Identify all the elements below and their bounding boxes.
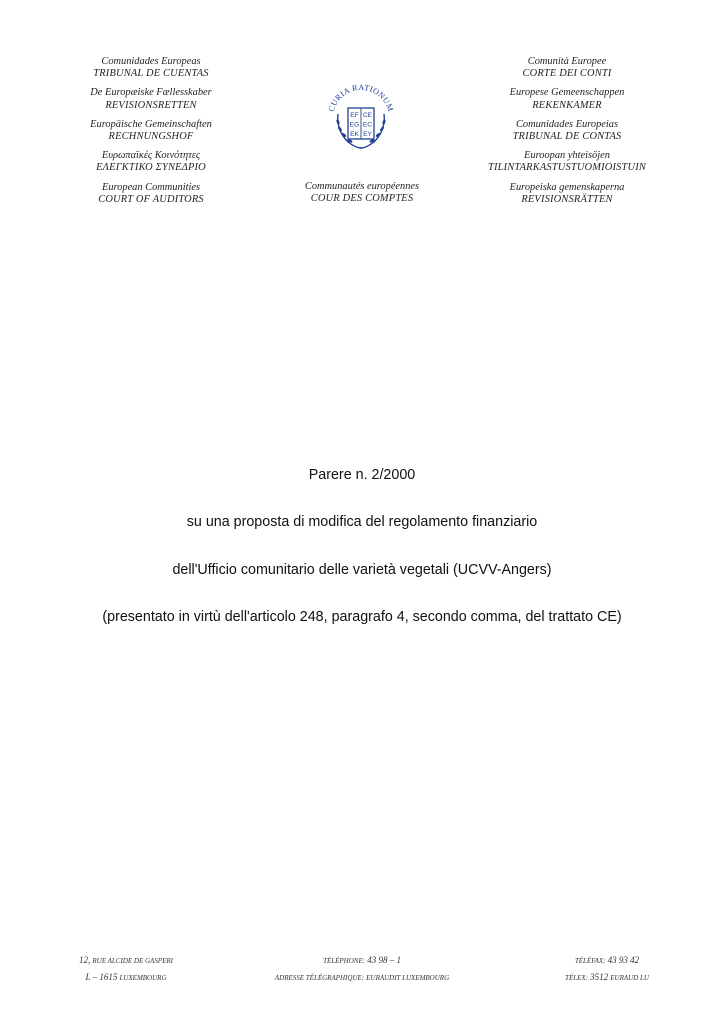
telex-label: TÉLEX: bbox=[565, 974, 588, 982]
community-name: Comunità Europee bbox=[527, 56, 607, 67]
header-left-column bbox=[31, 56, 271, 213]
telex-number: 3512 bbox=[590, 972, 609, 982]
institution-de bbox=[31, 119, 271, 143]
court-name: REVISIONSRETTEN bbox=[105, 99, 197, 111]
court-name: COURT OF AUDITORS bbox=[98, 193, 204, 205]
community-name: Comunidades Europeas bbox=[101, 56, 201, 67]
community-name: European Communities bbox=[101, 181, 201, 193]
footer-telecom bbox=[514, 952, 700, 986]
fax-label: TÉLÉFAX: bbox=[574, 957, 606, 965]
institution-sv bbox=[447, 182, 687, 206]
community-name: Euroopan yhteisöjen bbox=[524, 150, 610, 162]
institution-es bbox=[31, 56, 271, 80]
institution-fr bbox=[242, 181, 482, 205]
community-name: Europese Gemeenschappen bbox=[509, 87, 625, 99]
institution-da bbox=[31, 87, 271, 111]
opinion-subject: su una proposta di modifica del regolamento finanziario bbox=[186, 514, 538, 530]
logo-cell: CE bbox=[362, 112, 373, 119]
community-name: Communautés européennes bbox=[304, 181, 420, 192]
community-name: Comunidades Europeias bbox=[515, 118, 619, 130]
community-name: Europäische Gemeinschaften bbox=[90, 118, 212, 130]
community-name: Europeiska gemenskaperna bbox=[509, 181, 625, 193]
footer-address bbox=[40, 952, 212, 986]
logo-cell: EG bbox=[349, 121, 360, 129]
institution-el bbox=[31, 150, 271, 174]
community-name: Ευρωπαϊκές Κοινότητες bbox=[101, 150, 201, 162]
address-city: LUXEMBOURG bbox=[119, 974, 167, 982]
court-name: TRIBUNAL DE CUENTAS bbox=[93, 68, 209, 80]
institution-nl bbox=[447, 87, 687, 111]
court-name: CORTE DEI CONTI bbox=[522, 68, 612, 80]
logo-cell: EY bbox=[363, 131, 372, 138]
court-name: RECHNUNGSHOF bbox=[108, 131, 194, 143]
institution-it bbox=[447, 56, 687, 80]
phone-label: TÉLÉPHONE: bbox=[323, 957, 366, 965]
logo-motto: CURIA RATIONUM bbox=[326, 82, 396, 113]
court-name: TRIBUNAL DE CONTAS bbox=[512, 131, 622, 143]
court-name: COUR DES COMPTES bbox=[310, 193, 414, 205]
institution-fi bbox=[447, 150, 687, 174]
court-name: REKENKAMER bbox=[532, 99, 602, 111]
logo-cell: EK bbox=[350, 131, 359, 138]
header-right-column bbox=[447, 56, 687, 213]
opinion-number: Parere n. 2/2000 bbox=[308, 467, 416, 483]
court-name: REVISIONSRÄTTEN bbox=[521, 193, 613, 205]
phone-value: 43 98 – 1 bbox=[367, 955, 401, 965]
opinion-legal-basis: (presentato in virtù dell'articolo 248, paragrafo 4, secondo comma, del trattato CE) bbox=[102, 609, 622, 625]
opinion-body: dell'Ufficio comunitario delle varietà vegetali (UCVV-Angers) bbox=[172, 562, 552, 578]
address-number: 12, bbox=[79, 955, 91, 965]
footer-contact bbox=[232, 952, 492, 986]
institution-pt bbox=[447, 119, 687, 143]
address-street: RUE ALCIDE DE GASPERI bbox=[92, 957, 173, 965]
logo-cell: EC bbox=[362, 121, 373, 129]
court-of-auditors-logo bbox=[322, 78, 400, 154]
fax-value: 43 93 42 bbox=[607, 955, 640, 965]
header-center-column bbox=[242, 181, 482, 212]
court-name: ΕΛΕΓΚΤΙΚΟ ΣΥΝΕΔΡΙΟ bbox=[96, 162, 206, 174]
telegraph-label: ADRESSE TÉLÉGRAPHIQUE: bbox=[274, 974, 365, 982]
logo-cell: EF bbox=[350, 112, 359, 119]
postal-prefix: L – 1615 bbox=[85, 972, 118, 982]
telex-code: EURAUD LU bbox=[610, 974, 649, 982]
telegraph-value: EURAUDIT LUXEMBOURG bbox=[366, 974, 450, 982]
court-name: TILINTARKASTUSTUOMIOISTUIN bbox=[488, 162, 646, 174]
community-name: De Europæiske Fællesskaber bbox=[90, 87, 212, 99]
institution-en bbox=[31, 182, 271, 206]
